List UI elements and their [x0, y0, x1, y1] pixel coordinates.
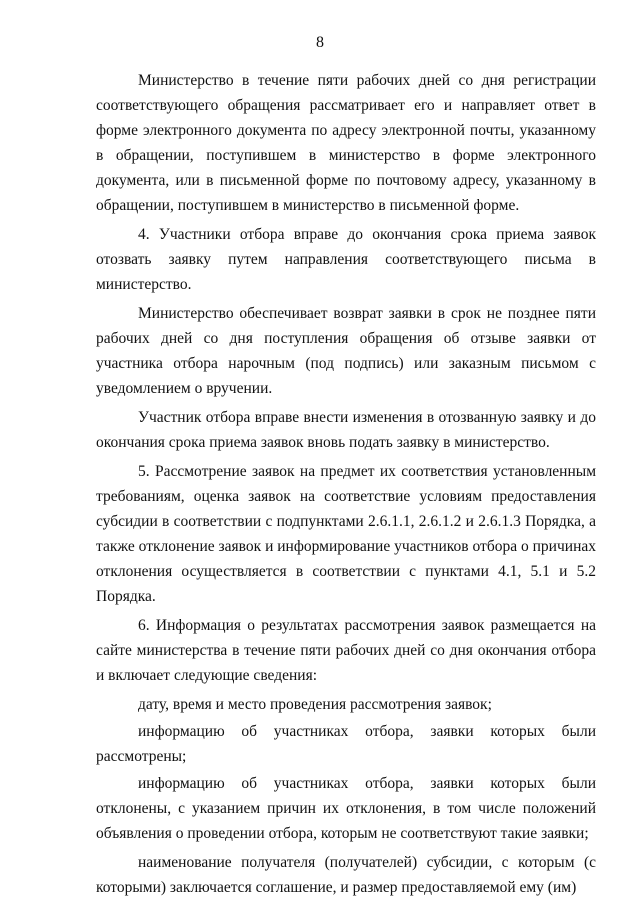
list-item: наименование получателя (получателей) субсидии, с которым (с которыми) заключается соглашение, и размер предоставляемой ему (им)	[96, 854, 596, 896]
paragraph: Министерство обеспечивает возврат заявки в срок не позднее пяти рабочих дней со дня поступления обращения об отзыве заявки от участника отбора нарочным (под подпись) или заказным письмом с уведомлением о вручении.	[96, 305, 596, 397]
paragraph: Министерство в течение пяти рабочих дней со дня регистрации соответствующего обращения рассматривает его и направляет ответ в форме электронного документа по адресу электронной почты, указанному в обращении, поступившем в министерство в форме электронного документа, или в письменной форме по почтовому адресу, указанному в обращении, поступившем в министерство в письменной форме.	[96, 72, 596, 214]
list-item: дату, время и место проведения рассмотрения заявок;	[138, 696, 492, 713]
paragraph: 6. Информация о результатах рассмотрения заявок размещается на сайте министерства в течение пяти рабочих дней со дня окончания отбора и включает следующие сведения:	[96, 617, 596, 684]
list-item: информацию об участниках отбора, заявки которых были рассмотрены;	[96, 723, 596, 765]
page-number: 8	[316, 34, 324, 51]
paragraph: Участник отбора вправе внести изменения в отозванную заявку и до окончания срока приема заявок вновь подать заявку в министерство.	[96, 409, 596, 451]
paragraph: 4. Участники отбора вправе до окончания срока приема заявок отозвать заявку путем направления соответствующего письма в министерство.	[96, 226, 596, 293]
document-body	[96, 68, 596, 904]
list-item: информацию об участниках отбора, заявки которых были отклонены, с указанием причин их отклонения, в том числе положений объявления о проведении отбора, которым не соответствуют такие заявки;	[96, 775, 596, 842]
paragraph: 5. Рассмотрение заявок на предмет их соответствия установленным требованиям, оценка заявок на соответствие условиям предоставления субсидии в соответствии с подпунктами 2.6.1.1, 2.6.1.2 и 2.6.1.3 Порядка, а также отклонение заявок и информирование участников отбора о причинах отклонения осуществляется в соответствии с пунктами 4.1, 5.1 и 5.2 Порядка.	[96, 463, 596, 605]
